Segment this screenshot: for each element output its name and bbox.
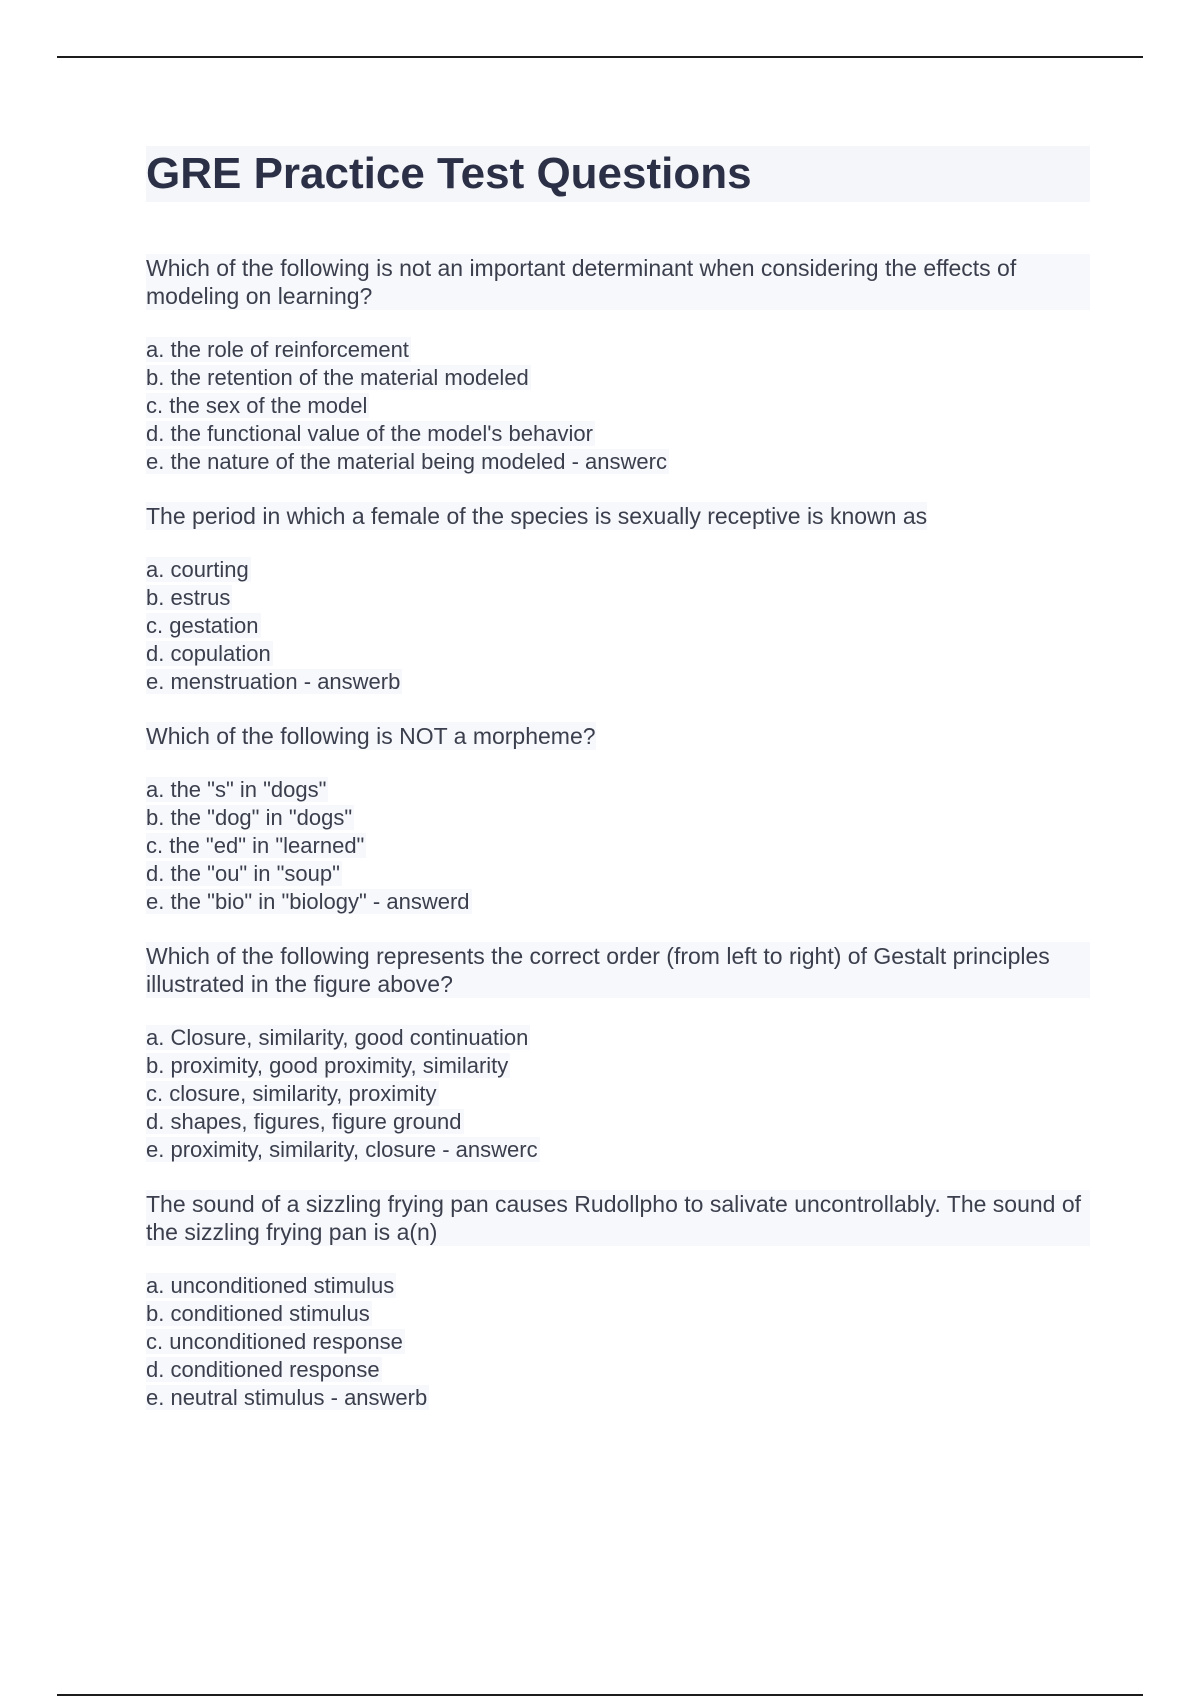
top-rule <box>57 56 1143 58</box>
option-text: b. the retention of the material modeled <box>146 365 529 390</box>
option-b <box>146 584 1090 612</box>
option-c <box>146 612 1090 640</box>
option-c <box>146 392 1090 420</box>
option-a <box>146 336 1090 364</box>
question-4 <box>146 942 1090 1164</box>
option-c <box>146 1080 1090 1108</box>
option-e <box>146 888 1090 916</box>
option-c <box>146 1328 1090 1356</box>
option-text: e. neutral stimulus - answerb <box>146 1385 428 1410</box>
document-page <box>146 146 1090 1438</box>
option-list <box>146 776 1090 916</box>
option-text: c. closure, similarity, proximity <box>146 1081 437 1106</box>
option-text: c. gestation <box>146 613 259 638</box>
option-text: c. the sex of the model <box>146 393 368 418</box>
option-e <box>146 448 1090 476</box>
question-list <box>146 254 1090 1412</box>
option-b <box>146 804 1090 832</box>
option-text: e. menstruation - answerb <box>146 669 401 694</box>
option-text: c. the "ed" in "learned" <box>146 833 365 858</box>
option-text: a. courting <box>146 557 249 582</box>
option-text: d. the functional value of the model's behavior <box>146 421 593 446</box>
option-a <box>146 1272 1090 1300</box>
option-text: d. shapes, figures, figure ground <box>146 1109 462 1134</box>
option-b <box>146 1300 1090 1328</box>
option-c <box>146 832 1090 860</box>
option-text: a. the "s" in "dogs" <box>146 777 327 802</box>
option-list <box>146 1272 1090 1412</box>
option-text: b. estrus <box>146 585 231 610</box>
option-e <box>146 668 1090 696</box>
option-text: d. copulation <box>146 641 271 666</box>
option-list <box>146 556 1090 696</box>
option-d <box>146 640 1090 668</box>
question-text: Which of the following represents the correct order (from left to right) of Gestalt principles illustrated in the figure above? <box>146 942 1090 998</box>
option-d <box>146 1108 1090 1136</box>
option-text: c. unconditioned response <box>146 1329 403 1354</box>
option-text: b. the "dog" in "dogs" <box>146 805 353 830</box>
option-e <box>146 1384 1090 1412</box>
option-a <box>146 776 1090 804</box>
option-text: d. conditioned response <box>146 1357 380 1382</box>
question-5 <box>146 1190 1090 1412</box>
question-text: Which of the following is not an important determinant when considering the effects of modeling on learning? <box>146 254 1090 310</box>
option-text: e. the "bio" in "biology" - answerd <box>146 889 470 914</box>
bottom-rule <box>57 1694 1143 1696</box>
option-b <box>146 364 1090 392</box>
option-text: b. conditioned stimulus <box>146 1301 370 1326</box>
option-e <box>146 1136 1090 1164</box>
page-title: GRE Practice Test Questions <box>146 146 1090 202</box>
option-text: a. the role of reinforcement <box>146 337 409 362</box>
option-list <box>146 1024 1090 1164</box>
option-d <box>146 860 1090 888</box>
option-text: e. proximity, similarity, closure - answerc <box>146 1137 538 1162</box>
option-a <box>146 556 1090 584</box>
option-text: e. the nature of the material being modeled - answerc <box>146 449 667 474</box>
question-text: The period in which a female of the species is sexually receptive is known as <box>146 503 928 529</box>
option-b <box>146 1052 1090 1080</box>
option-text: d. the "ou" in "soup" <box>146 861 340 886</box>
question-1 <box>146 254 1090 476</box>
option-d <box>146 1356 1090 1384</box>
option-list <box>146 336 1090 476</box>
option-text: a. unconditioned stimulus <box>146 1273 395 1298</box>
option-text: a. Closure, similarity, good continuation <box>146 1025 529 1050</box>
question-text: Which of the following is NOT a morpheme? <box>146 723 596 749</box>
option-text: b. proximity, good proximity, similarity <box>146 1053 509 1078</box>
option-a <box>146 1024 1090 1052</box>
question-3 <box>146 722 1090 916</box>
question-2 <box>146 502 1090 696</box>
option-d <box>146 420 1090 448</box>
question-text: The sound of a sizzling frying pan causes Rudollpho to salivate uncontrollably. The sound of the sizzling frying pan is a(n) <box>146 1190 1090 1246</box>
